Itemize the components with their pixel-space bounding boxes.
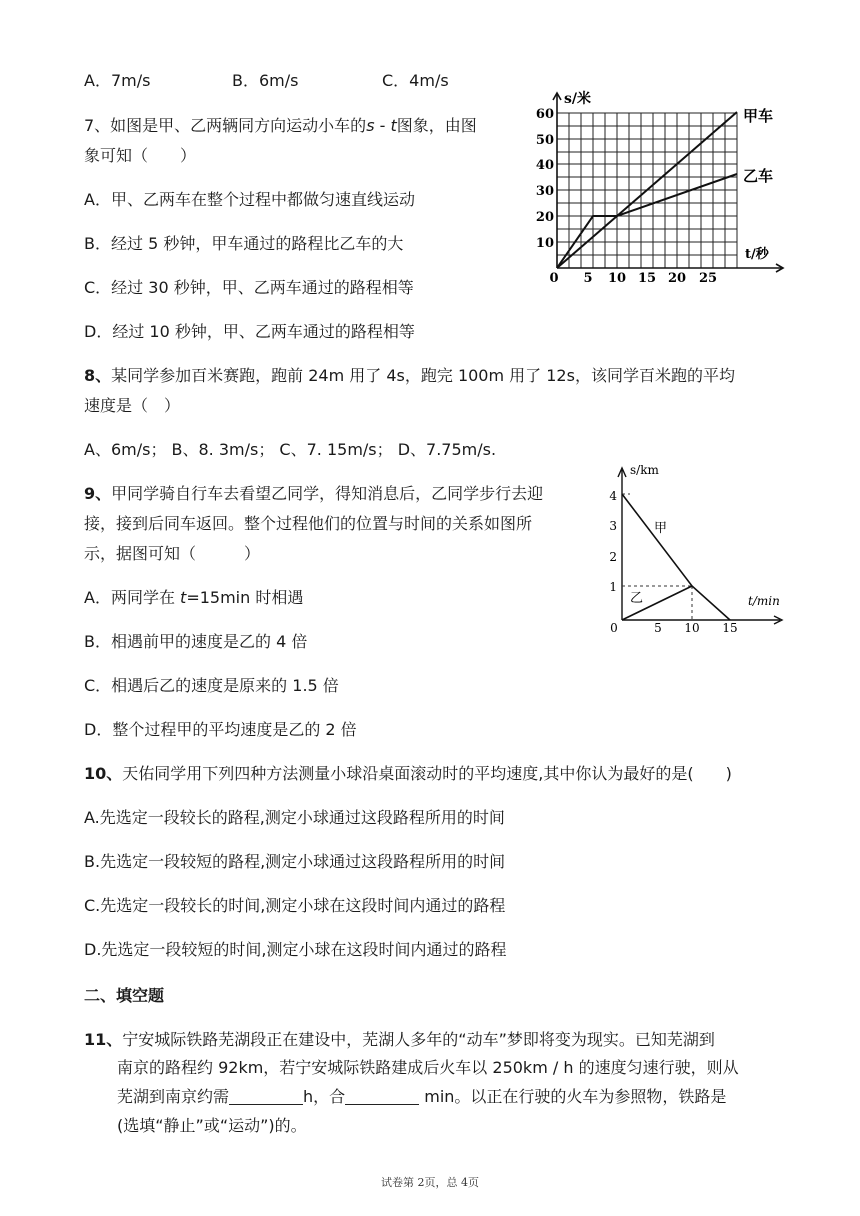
page-footer: 试卷第 2页，总 4页 — [381, 1176, 479, 1189]
q11-number: 11、 — [84, 1030, 123, 1049]
q6-option-a: A．7m/s — [84, 71, 151, 90]
q7-ytick: 30 — [535, 184, 554, 199]
q7-option-b: B．经过 5 秒钟，甲车通过的路程比乙车的大 — [84, 234, 404, 253]
q8-stem-line1 — [84, 365, 735, 387]
q9-option-d: D．整个过程甲的平均速度是乙的 2 倍 — [84, 720, 357, 739]
q11-stem-text: 宁安城际铁路芜湖段正在建设中，芜湖人多年的“动车”梦即将变为现实。已知芜湖到 — [122, 1030, 715, 1049]
q7-dash: - — [374, 116, 391, 135]
q9-label-yi: 乙 — [630, 591, 644, 606]
q7-stem-text-end: 图象，由图 — [396, 116, 477, 135]
q6-option-b: B．6m/s — [232, 71, 299, 90]
q10-stem — [84, 763, 732, 785]
q9-xtick: 15 — [722, 621, 738, 635]
q9-var-t: t — [180, 588, 187, 607]
q7-graph-xlabel: t/秒 — [745, 247, 769, 262]
q9-stem-line2: 接，接到后同车返回。整个过程他们的位置与时间的关系如图所 — [84, 514, 533, 533]
q9-graph-xlabel: t/min — [748, 594, 780, 608]
q11-stem-line1 — [84, 1029, 715, 1051]
q8-number: 8、 — [84, 366, 112, 385]
q7-st-graph — [532, 88, 792, 288]
q7-var-t: t — [390, 116, 397, 135]
q9-ytick: 1 — [609, 580, 617, 594]
q10-stem-text: 天佑同学用下列四种方法测量小球沿桌面滚动时的平均速度,其中你认为最好的是( ) — [122, 764, 732, 783]
q10-option-c: C.先选定一段较长的时间,测定小球在这段时间内通过的路程 — [84, 896, 506, 915]
q10-option-d: D.先选定一段较短的时间,测定小球在这段时间内通过的路程 — [84, 940, 507, 959]
q9-xtick: 5 — [654, 621, 662, 635]
q8-options: A、6m/s； B、8. 3m/s； C、7. 15m/s； D、7.75m/s. — [84, 440, 497, 459]
q11-text-c: min。以正在行驶的火车为参照物，铁路是 — [419, 1087, 727, 1106]
q7-xtick: 0 — [549, 271, 559, 286]
q10-number: 10、 — [84, 764, 123, 783]
q7-xtick: 20 — [667, 271, 687, 286]
section-title: 二、填空题 — [84, 986, 165, 1005]
q7-graph-ylabel: s/米 — [564, 91, 591, 107]
q9-stem-line3: 示，据图可知（ ） — [84, 544, 261, 563]
q7-ytick: 50 — [535, 133, 554, 148]
q7-xtick: 15 — [637, 271, 657, 286]
q7-var-s: s — [366, 116, 375, 135]
q9-label-jia: 甲 — [654, 521, 668, 536]
q9-option-a-end: =15min 时相遇 — [186, 588, 304, 607]
q11-text-b: h，合 — [303, 1087, 346, 1106]
q7-label-yi: 乙车 — [743, 167, 774, 185]
answer-blank-minutes[interactable] — [345, 1088, 419, 1105]
q7-ytick: 40 — [535, 158, 554, 173]
q6-option-c: C．4m/s — [382, 71, 449, 90]
q7-label-jia: 甲车 — [743, 107, 774, 125]
q11-stem-line3 — [117, 1086, 726, 1108]
answer-blank-hours[interactable] — [229, 1088, 303, 1105]
q9-option-a-text: A．两同学在 — [84, 588, 181, 607]
q7-xtick: 10 — [607, 271, 627, 286]
q7-xtick: 25 — [698, 271, 718, 286]
q7-ytick: 20 — [535, 210, 554, 225]
q9-option-a — [84, 587, 303, 609]
q7-stem-line2: 象可知（ ） — [84, 146, 197, 165]
q7-ytick: 10 — [535, 236, 554, 251]
q7-ytick: 60 — [535, 107, 554, 122]
q8-stem-line2: 速度是（ ） — [84, 396, 181, 415]
q9-number: 9、 — [84, 484, 112, 503]
q9-st-graph — [600, 460, 790, 640]
q9-xtick: 0 — [610, 621, 618, 635]
q7-option-a: A．甲、乙两车在整个过程中都做匀速直线运动 — [84, 190, 415, 209]
q9-option-c: C．相遇后乙的速度是原来的 1.5 倍 — [84, 676, 339, 695]
q9-ytick: 2 — [609, 550, 617, 564]
q10-option-b: B.先选定一段较短的路程,测定小球通过这段路程所用的时间 — [84, 852, 506, 871]
q11-text-a: 芜湖到南京约需 — [117, 1087, 230, 1106]
q9-ytick: 3 — [609, 519, 617, 533]
q9-ytick: 4 — [609, 489, 617, 503]
q11-stem-line2: 南京的路程约 92km，若宁安城际铁路建成后火车以 250km / h 的速度匀速行驶，则从 — [117, 1058, 739, 1077]
q11-stem-line4: (选填“静止”或“运动”)的。 — [117, 1116, 307, 1135]
q9-option-b: B．相遇前甲的速度是乙的 4 倍 — [84, 632, 308, 651]
q7-xtick: 5 — [583, 271, 593, 286]
q8-stem-text: 某同学参加百米赛跑，跑前 24m 用了 4s，跑完 100m 用了 12s，该同学百米跑的平均 — [111, 366, 735, 385]
q9-stem-text: 甲同学骑自行车去看望乙同学，得知消息后，乙同学步行去迎 — [111, 484, 544, 503]
q9-graph-ylabel: s/km — [630, 463, 659, 477]
q10-option-a: A.先选定一段较长的路程,测定小球通过这段路程所用的时间 — [84, 808, 505, 827]
q7-option-c: C．经过 30 秒钟，甲、乙两车通过的路程相等 — [84, 278, 414, 297]
q9-xtick: 10 — [684, 621, 700, 635]
q7-option-d: D．经过 10 秒钟，甲、乙两车通过的路程相等 — [84, 322, 415, 341]
q7-stem-text: 7、如图是甲、乙两辆同方向运动小车的 — [84, 116, 367, 135]
q9-stem-line1 — [84, 483, 543, 505]
q7-stem-line1 — [84, 115, 477, 137]
